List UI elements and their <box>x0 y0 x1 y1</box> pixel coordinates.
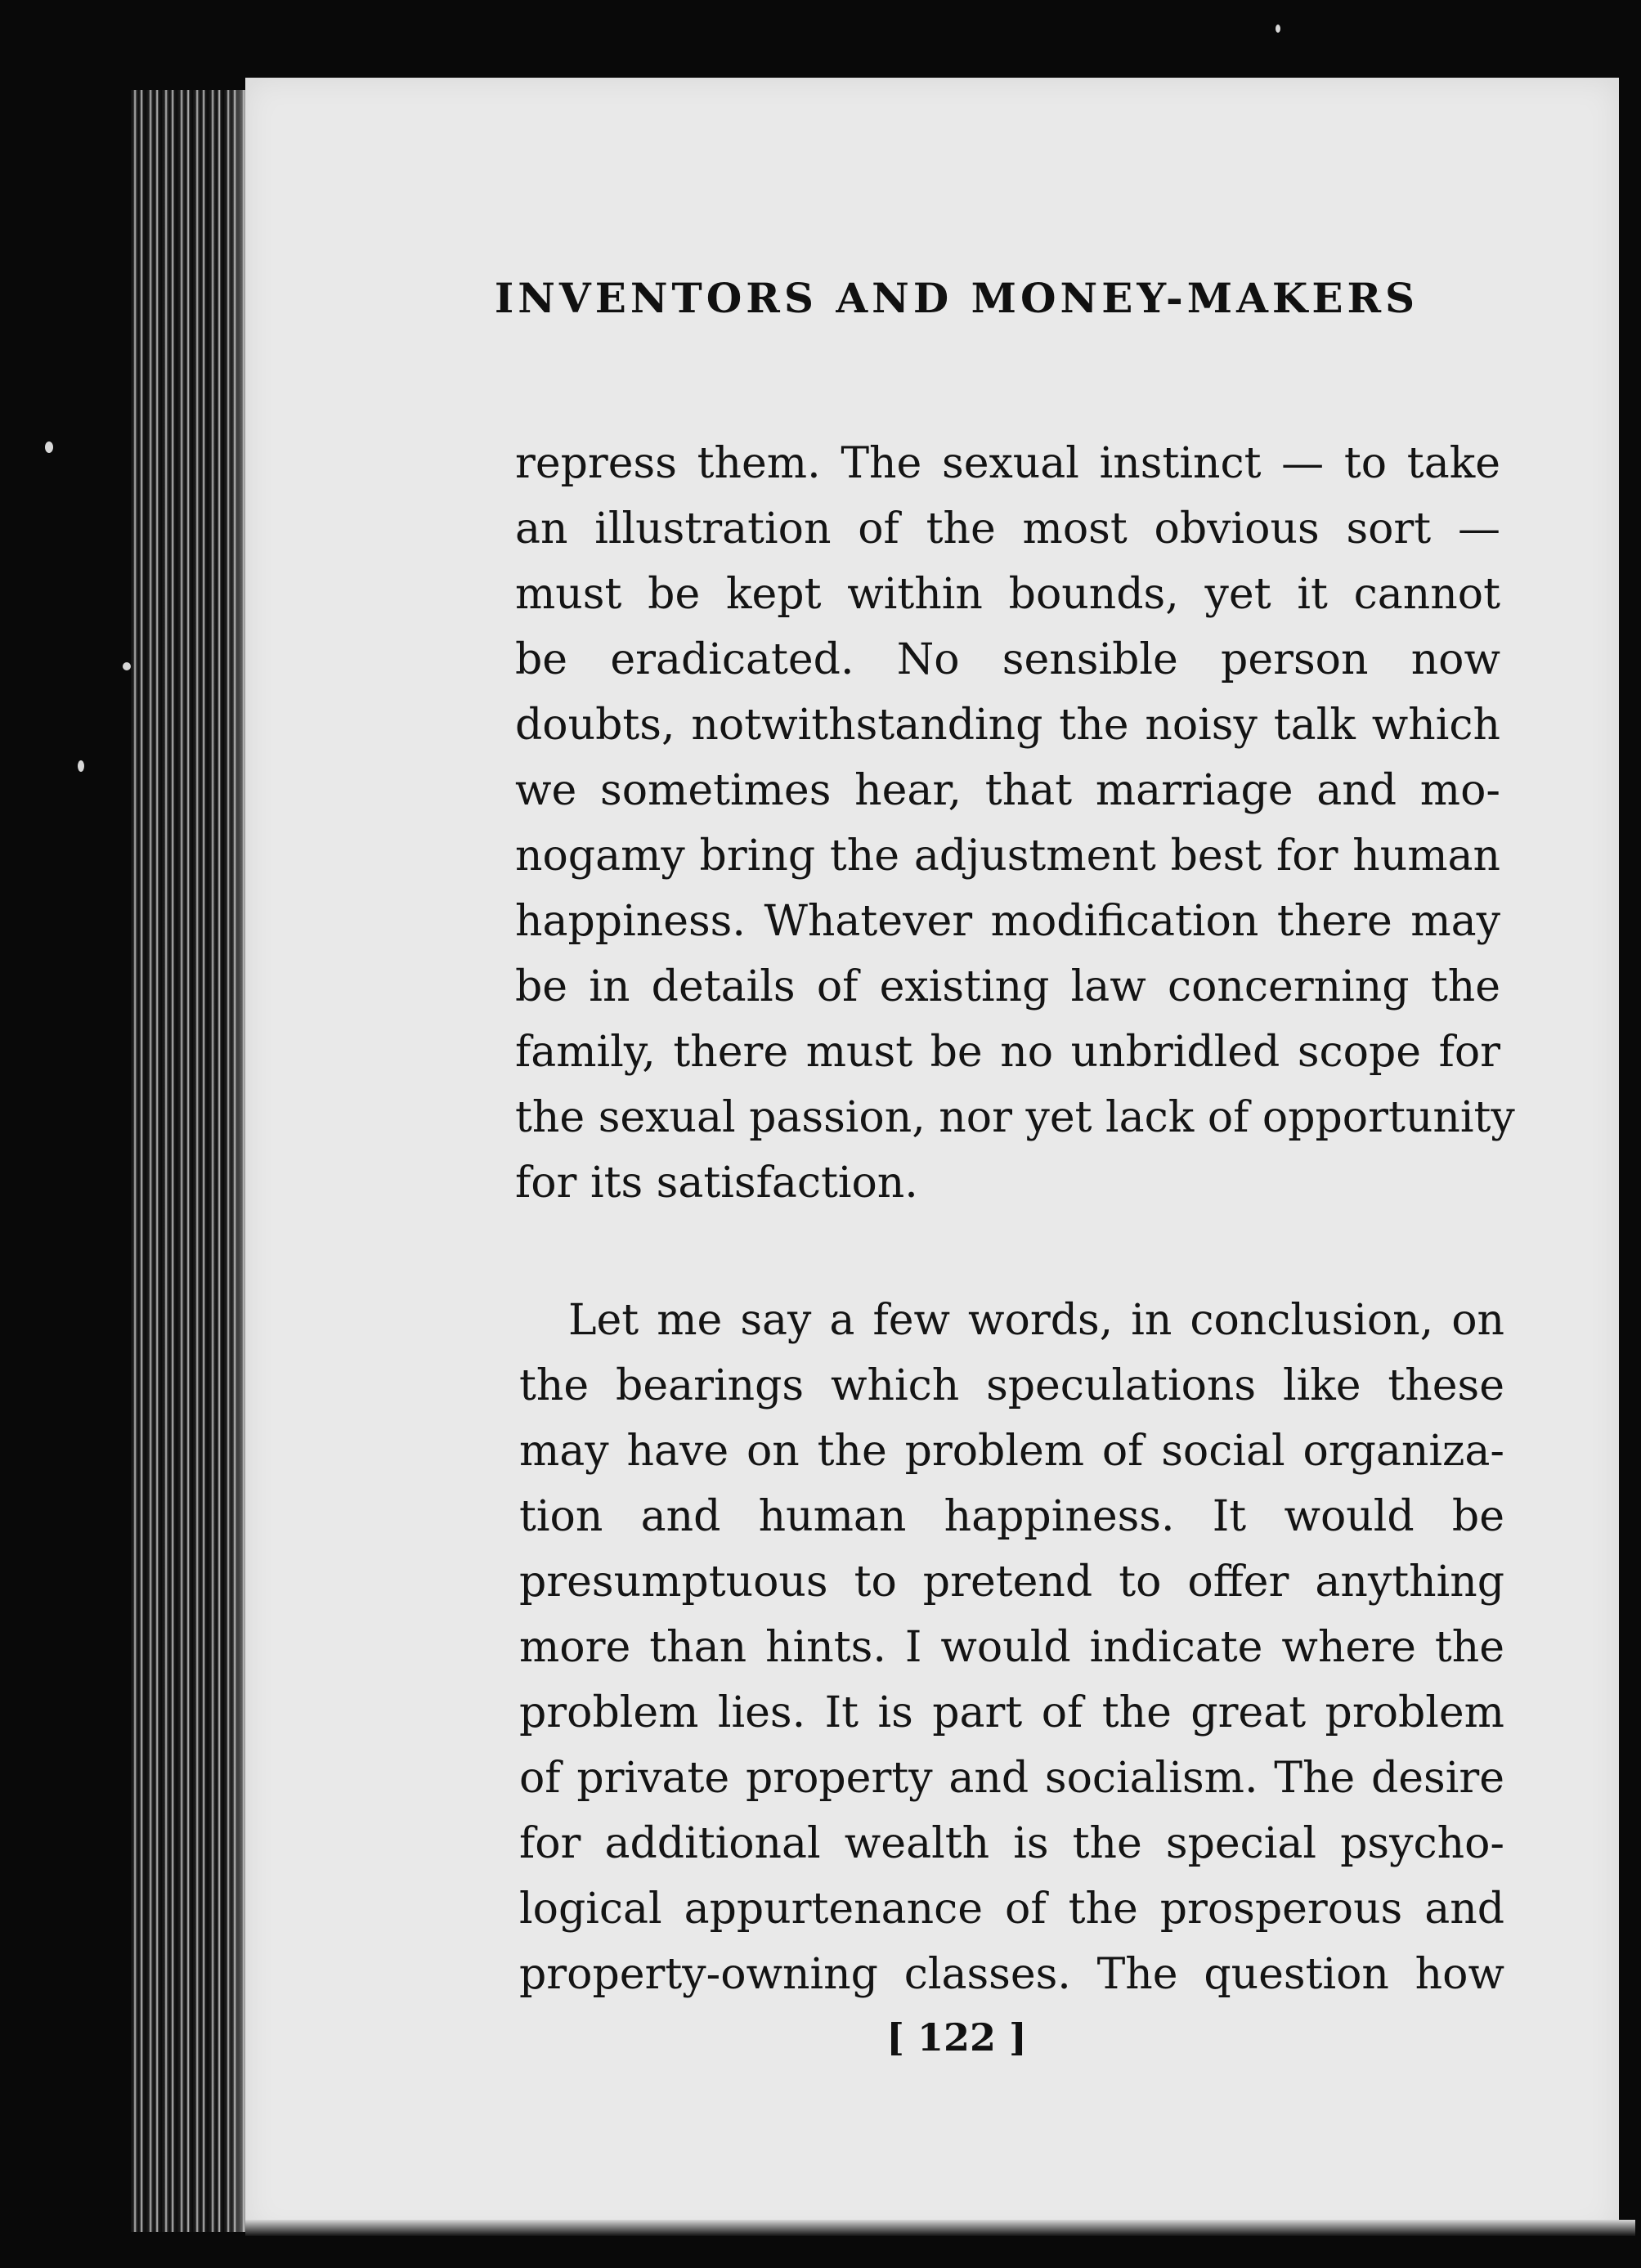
book-page-edges <box>131 90 262 2232</box>
text-line: the bearings which speculations like these <box>519 1361 1504 1410</box>
text-line: may have on the problem of social organiza- <box>519 1427 1504 1476</box>
scan-speck <box>78 760 84 772</box>
text-line: presumptuous to pretend to offer anything <box>519 1558 1504 1607</box>
text-line: for additional wealth is the special psycho- <box>519 1819 1504 1868</box>
paragraph-2 <box>519 1288 1504 2007</box>
scan-speck <box>45 441 53 453</box>
book-page <box>245 78 1619 2236</box>
text-line: family, there must be no unbridled scope for <box>515 1028 1500 1077</box>
text-line: an illustration of the most obvious sort — <box>515 504 1500 554</box>
text-line: of private property and socialism. The desire <box>519 1754 1504 1803</box>
text-line: must be kept within bounds, yet it cannot <box>515 570 1500 619</box>
text-line: we sometimes hear, that marriage and mo- <box>515 766 1500 815</box>
text-line: logical appurtenance of the prosperous and <box>519 1885 1504 1934</box>
scan-speck <box>123 662 131 670</box>
text-line: the sexual passion, nor yet lack of opportunity <box>515 1093 1515 1142</box>
text-line: be eradicated. No sensible person now <box>515 635 1500 684</box>
text-line: Let me say a few words, in conclusion, on <box>568 1296 1504 1345</box>
text-line: property-owning classes. The question how <box>519 1950 1504 1999</box>
text-line: more than hints. I would indicate where the <box>519 1623 1504 1672</box>
text-line: be in details of existing law concerning the <box>515 962 1500 1011</box>
scan-speck <box>1276 25 1280 33</box>
text-line: problem lies. It is part of the great problem <box>519 1688 1504 1737</box>
text-line: happiness. Whatever modification there may <box>515 897 1500 946</box>
text-line: for its satisfaction. <box>515 1159 918 1208</box>
running-head: INVENTORS AND MONEY-MAKERS <box>494 274 1419 322</box>
text-line: nogamy bring the adjustment best for human <box>515 831 1500 881</box>
text-line: repress them. The sexual instinct — to take <box>515 439 1500 488</box>
paragraph-1 <box>515 431 1515 1216</box>
page-number: [ 122 ] <box>886 2015 1027 2060</box>
text-line: tion and human happiness. It would be <box>519 1492 1504 1541</box>
page-bottom-edge <box>245 2220 1635 2236</box>
text-line: doubts, notwithstanding the noisy talk which <box>515 701 1500 750</box>
